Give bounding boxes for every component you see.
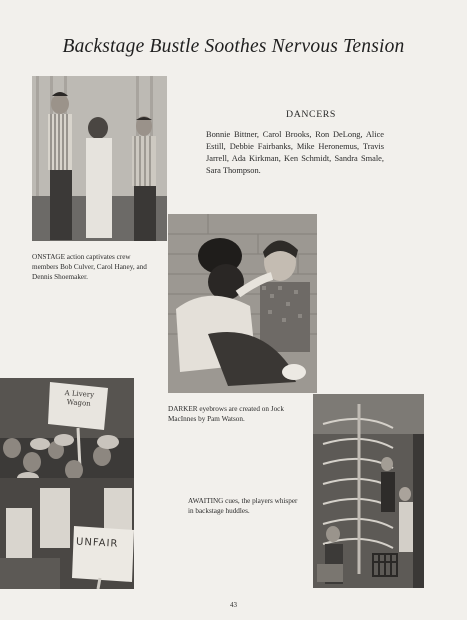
caption-darker: DARKER eyebrows are created on Jock MacInnes by Pam Watson. — [168, 405, 284, 423]
photo-backstage-huddle — [313, 394, 424, 588]
photo-makeup-eyebrows — [168, 214, 317, 393]
dancers-list: Bonnie Bittner, Carol Brooks, Ron DeLong, Alice Estill, Debbie Fairbanks, Mike Heronemus, Travis Jarrell, Ada Kirkman, Ken Schmidt, Sandra Smale, Sara Thompson. — [206, 130, 384, 175]
photo-onstage-crew — [32, 76, 167, 241]
page-title: Backstage Bustle Soothes Nervous Tension — [62, 36, 405, 57]
dancers-heading: DANCERS — [286, 109, 336, 120]
caption-onstage: ONSTAGE action captivates crew members Bob Culver, Carol Haney, and Dennis Shoemaker. — [32, 253, 147, 281]
page-number: 43 — [230, 601, 237, 609]
photo-players-signs — [0, 378, 134, 589]
sign-livery-wagon: A Livery Wagon — [64, 388, 95, 408]
caption-awaiting: AWAITING cues, the players whisper in backstage huddles. — [188, 497, 298, 515]
sign-unfair: UNFAIR — [75, 536, 119, 550]
